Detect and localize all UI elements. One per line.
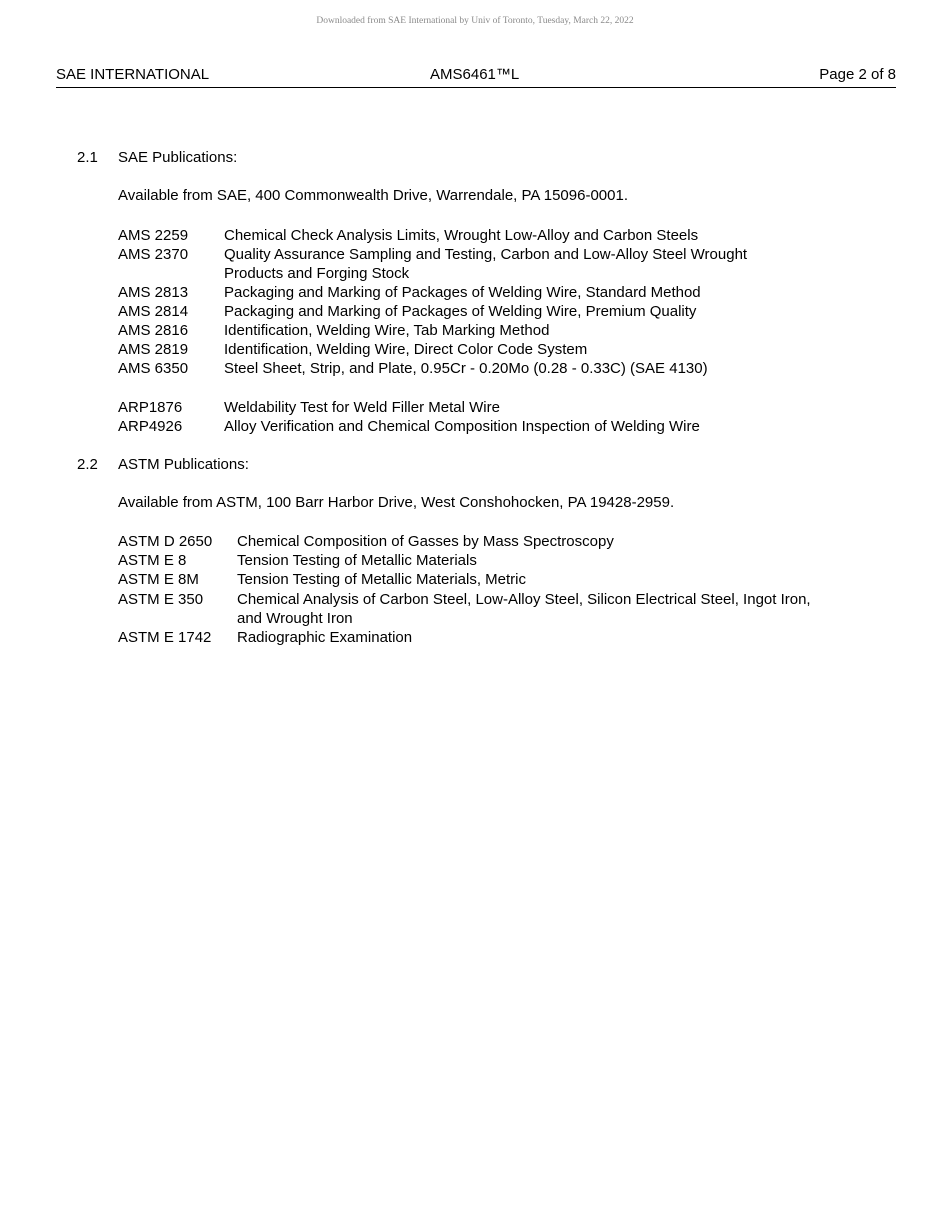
reference-title: Chemical Analysis of Carbon Steel, Low-Alloy Steel, Silicon Electrical Steel, Ingot Iron, and Wrought Iron (237, 591, 811, 627)
reference-code: ASTM E 350 (118, 591, 204, 608)
reference-code: AMS 2813 (118, 284, 189, 301)
reference-title: Tension Testing of Metallic Materials (237, 552, 477, 569)
reference-title: Packaging and Marking of Packages of Welding Wire, Premium Quality (224, 303, 697, 320)
reference-code: ASTM E 1742 (118, 629, 212, 646)
reference-title: Tension Testing of Metallic Materials, Metric (237, 571, 526, 588)
header-organization: SAE INTERNATIONAL (56, 66, 210, 83)
reference-code: ARP4926 (118, 418, 183, 435)
reference-title: Packaging and Marking of Packages of Welding Wire, Standard Method (224, 284, 701, 301)
reference-title: Weldability Test for Weld Filler Metal Wire (224, 399, 500, 416)
reference-title: Identification, Welding Wire, Tab Marking Method (224, 322, 550, 339)
section-number: 2.2 (77, 456, 98, 473)
header-page-number: Page 2 of 8 (819, 66, 896, 83)
reference-code: AMS 2819 (118, 341, 189, 358)
download-note: Downloaded from SAE International by Univ of Toronto, Tuesday, March 22, 2022 (316, 16, 634, 26)
reference-code: AMS 6350 (118, 360, 189, 377)
sae-availability: Available from SAE, 400 Commonwealth Drive, Warrendale, PA 15096-0001. (118, 187, 628, 204)
reference-code: AMS 2370 (118, 246, 189, 263)
astm-availability: Available from ASTM, 100 Barr Harbor Drive, West Conshohocken, PA 19428-2959. (118, 494, 675, 511)
reference-title: Identification, Welding Wire, Direct Color Code System (224, 341, 588, 358)
reference-code: ASTM E 8M (118, 571, 199, 588)
reference-code: AMS 2814 (118, 303, 189, 320)
reference-title: Chemical Composition of Gasses by Mass Spectroscopy (237, 533, 614, 550)
reference-code: AMS 2816 (118, 322, 189, 339)
reference-title: Chemical Check Analysis Limits, Wrought Low-Alloy and Carbon Steels (224, 227, 699, 244)
section-title: ASTM Publications: (118, 456, 249, 473)
section-number: 2.1 (77, 149, 98, 166)
reference-title: Quality Assurance Sampling and Testing, Carbon and Low-Alloy Steel Wrought Products and Forging Stock (224, 246, 748, 282)
reference-code: AMS 2259 (118, 227, 189, 244)
header-document-number: AMS6461™L (430, 66, 520, 83)
reference-title: Alloy Verification and Chemical Composition Inspection of Welding Wire (224, 418, 700, 435)
reference-code: ASTM E 8 (118, 552, 187, 569)
page-header (56, 66, 896, 88)
section-title: SAE Publications: (118, 149, 238, 166)
reference-title: Steel Sheet, Strip, and Plate, 0.95Cr - 0.20Mo (0.28 - 0.33C) (SAE 4130) (224, 360, 708, 377)
reference-code: ARP1876 (118, 399, 183, 416)
reference-code: ASTM D 2650 (118, 533, 213, 550)
reference-title: Radiographic Examination (237, 629, 413, 646)
